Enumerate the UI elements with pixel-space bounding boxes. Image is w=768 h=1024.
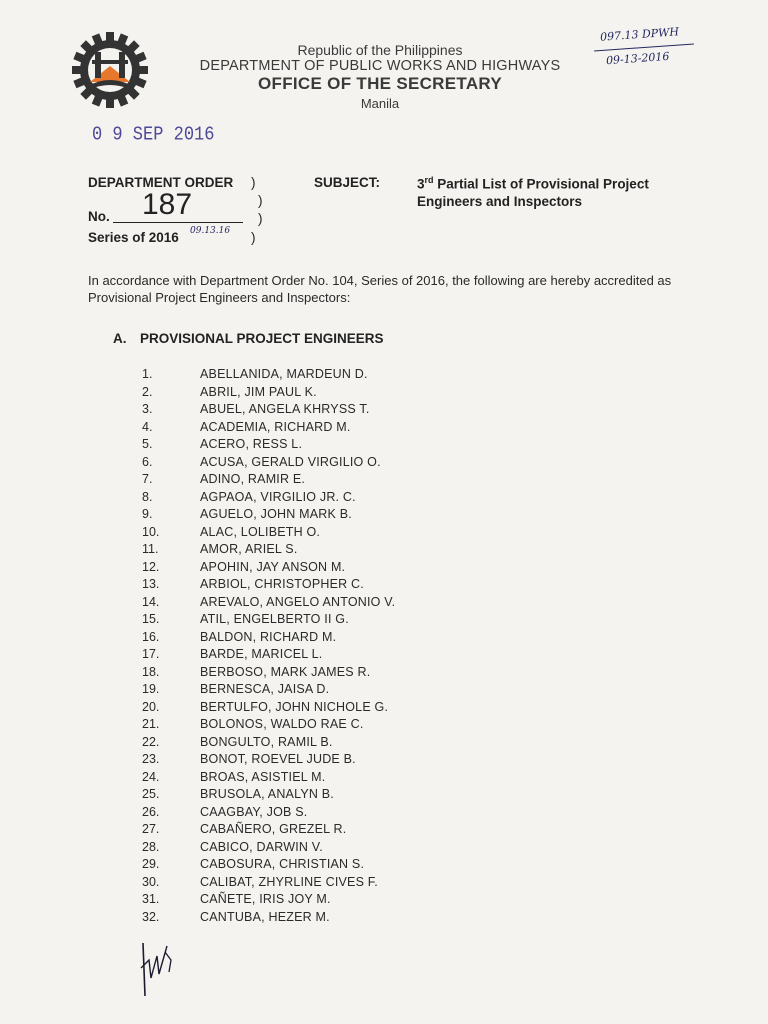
list-item <box>0 700 768 718</box>
list-item-number: 18. <box>142 664 160 679</box>
list-item-name: BRUSOLA, ANALYN B. <box>200 787 334 801</box>
letterhead-republic: Republic of the Philippines <box>297 42 463 58</box>
receipt-note-date: 09-13-2016 <box>605 49 670 68</box>
list-item-number: 12. <box>142 559 160 574</box>
order-number: 187 <box>142 188 193 221</box>
list-item-number: 7. <box>142 472 153 486</box>
list-item <box>0 437 768 455</box>
list-item-name: AREVALO, ANGELO ANTONIO V. <box>200 594 396 609</box>
list-item <box>0 717 768 735</box>
list-item <box>0 542 768 560</box>
list-item <box>0 525 768 543</box>
receipt-note-ref: 097.13 DPWH <box>599 25 680 44</box>
list-item-number: 20. <box>142 699 160 714</box>
list-item-number: 27. <box>142 822 160 836</box>
list-item <box>0 787 768 805</box>
subject-text <box>417 172 667 210</box>
list-item-number: 10. <box>142 524 160 539</box>
list-item <box>0 472 768 490</box>
order-paren-4: ) <box>251 230 256 245</box>
list-item-number: 11. <box>142 542 159 556</box>
list-item <box>0 857 768 875</box>
list-item-name: AGPAOA, VIRGILIO JR. C. <box>200 489 356 504</box>
list-item-name: BROAS, ASISTIEL M. <box>200 769 326 784</box>
signature-initials <box>135 938 185 998</box>
list-item-number: 16. <box>142 629 160 644</box>
letterhead-city: Manila <box>360 96 400 111</box>
list-item <box>0 875 768 893</box>
letterhead-department: DEPARTMENT OF PUBLIC WORKS AND HIGHWAYS <box>199 58 561 74</box>
date-stamp: 0 9 SEP 2016 <box>92 124 215 147</box>
list-item-number: 19. <box>142 682 160 696</box>
list-item-name: ABELLANIDA, MARDEUN D. <box>200 367 368 381</box>
order-number-underline <box>113 222 243 223</box>
list-item-name: ALAC, LOLIBETH O. <box>200 524 321 539</box>
list-item-name: ABUEL, ANGELA KHRYSS T. <box>200 402 370 416</box>
order-series-handwritten-date: 09.13.16 <box>190 226 231 236</box>
list-item <box>0 595 768 613</box>
list-item-name: ACERO, RESS L. <box>200 437 303 451</box>
list-item-number: 26. <box>142 804 160 819</box>
list-item-name: CAAGBAY, JOB S. <box>200 804 308 819</box>
list-item-number: 15. <box>142 612 160 626</box>
list-item-name: CANTUBA, HEZER M. <box>200 909 330 924</box>
list-item <box>0 402 768 420</box>
list-item-number: 29. <box>142 857 160 871</box>
list-item-name: BERTULFO, JOHN NICHOLE G. <box>200 699 389 714</box>
list-item-name: AGUELO, JOHN MARK B. <box>200 507 352 521</box>
list-item <box>0 647 768 665</box>
list-item <box>0 420 768 438</box>
list-item-number: 6. <box>142 454 153 469</box>
section-heading <box>113 331 384 346</box>
list-item <box>0 770 768 788</box>
list-item-name: CABAÑERO, GREZEL R. <box>200 822 347 836</box>
section-letter: A. <box>113 331 127 346</box>
list-item <box>0 560 768 578</box>
list-item-number: 3. <box>142 402 153 416</box>
list-item-number: 14. <box>142 594 160 609</box>
list-item-number: 4. <box>142 419 153 434</box>
list-item <box>0 577 768 595</box>
order-paren-2: ) <box>258 193 263 208</box>
list-item-name: ADINO, RAMIR E. <box>200 472 306 486</box>
letterhead-office: OFFICE OF THE SECRETARY <box>258 74 502 93</box>
dpwh-seal-logo <box>70 30 150 110</box>
list-item-number: 17. <box>142 647 160 661</box>
list-item <box>0 385 768 403</box>
list-item <box>0 840 768 858</box>
list-item-name: BARDE, MARICEL L. <box>200 647 323 661</box>
list-item-number: 8. <box>142 489 153 504</box>
list-item <box>0 490 768 508</box>
list-item <box>0 367 768 385</box>
order-paren-3: ) <box>258 211 263 226</box>
list-item-number: 2. <box>142 384 153 399</box>
subject-ordinal-suffix: rd <box>424 175 434 185</box>
list-item-name: APOHIN, JAY ANSON M. <box>200 559 346 574</box>
list-item-name: CABICO, DARWIN V. <box>200 839 323 854</box>
list-item-name: ACADEMIA, RICHARD M. <box>200 419 351 434</box>
list-item <box>0 752 768 770</box>
section-title: PROVISIONAL PROJECT ENGINEERS <box>140 331 384 346</box>
list-item-number: 28. <box>142 839 160 854</box>
list-item-number: 9. <box>142 507 153 521</box>
subject-label: SUBJECT: <box>314 175 381 190</box>
list-item-name: BALDON, RICHARD M. <box>200 629 337 644</box>
list-item <box>0 612 768 630</box>
list-item <box>0 682 768 700</box>
list-item <box>0 507 768 525</box>
list-item-number: 22. <box>142 734 160 749</box>
engineers-list <box>0 367 768 927</box>
list-item-number: 13. <box>142 577 160 591</box>
list-item-number: 25. <box>142 787 160 801</box>
list-item <box>0 455 768 473</box>
list-item-number: 1. <box>142 367 153 381</box>
order-paren-1: ) <box>251 175 256 190</box>
list-item-name: BERNESCA, JAISA D. <box>200 682 330 696</box>
list-item-number: 21. <box>142 717 160 731</box>
order-title: DEPARTMENT ORDER <box>88 175 234 190</box>
list-item-name: CALIBAT, ZHYRLINE CIVES F. <box>200 874 378 889</box>
intro-paragraph: In accordance with Department Order No. 104, Series of 2016, the following are hereby accredited as Provisional Project Engineers and Inspectors: <box>88 273 672 305</box>
list-item-name: ACUSA, GERALD VIRGILIO O. <box>200 454 381 469</box>
list-item <box>0 805 768 823</box>
list-item-name: CAÑETE, IRIS JOY M. <box>200 892 331 906</box>
list-item-name: CABOSURA, CHRISTIAN S. <box>200 857 365 871</box>
list-item-number: 30. <box>142 874 160 889</box>
list-item-number: 31. <box>142 892 160 906</box>
list-item <box>0 822 768 840</box>
receipt-note-divider <box>594 44 694 52</box>
list-item-name: BOLONOS, WALDO RAE C. <box>200 717 364 731</box>
list-item <box>0 630 768 648</box>
list-item-name: ATIL, ENGELBERTO II G. <box>200 612 349 626</box>
list-item-name: BONGULTO, RAMIL B. <box>200 734 333 749</box>
list-item-name: AMOR, ARIEL S. <box>200 542 298 556</box>
list-item-number: 23. <box>142 752 160 766</box>
order-number-label: No. <box>88 209 110 224</box>
list-item <box>0 735 768 753</box>
subject-ordinal: 3 <box>417 176 425 192</box>
list-item-number: 24. <box>142 769 160 784</box>
list-item-number: 32. <box>142 909 160 924</box>
order-series: Series of 2016 <box>88 230 179 245</box>
list-item-name: BONOT, ROEVEL JUDE B. <box>200 752 356 766</box>
list-item-name: BERBOSO, MARK JAMES R. <box>200 664 371 679</box>
list-item <box>0 665 768 683</box>
subject-body: Partial List of Provisional Project Engineers and Inspectors <box>417 176 649 209</box>
list-item-number: 5. <box>142 437 153 451</box>
list-item <box>0 892 768 910</box>
list-item-name: ABRIL, JIM PAUL K. <box>200 384 317 399</box>
list-item <box>0 910 768 928</box>
list-item-name: ARBIOL, CHRISTOPHER C. <box>200 577 364 591</box>
